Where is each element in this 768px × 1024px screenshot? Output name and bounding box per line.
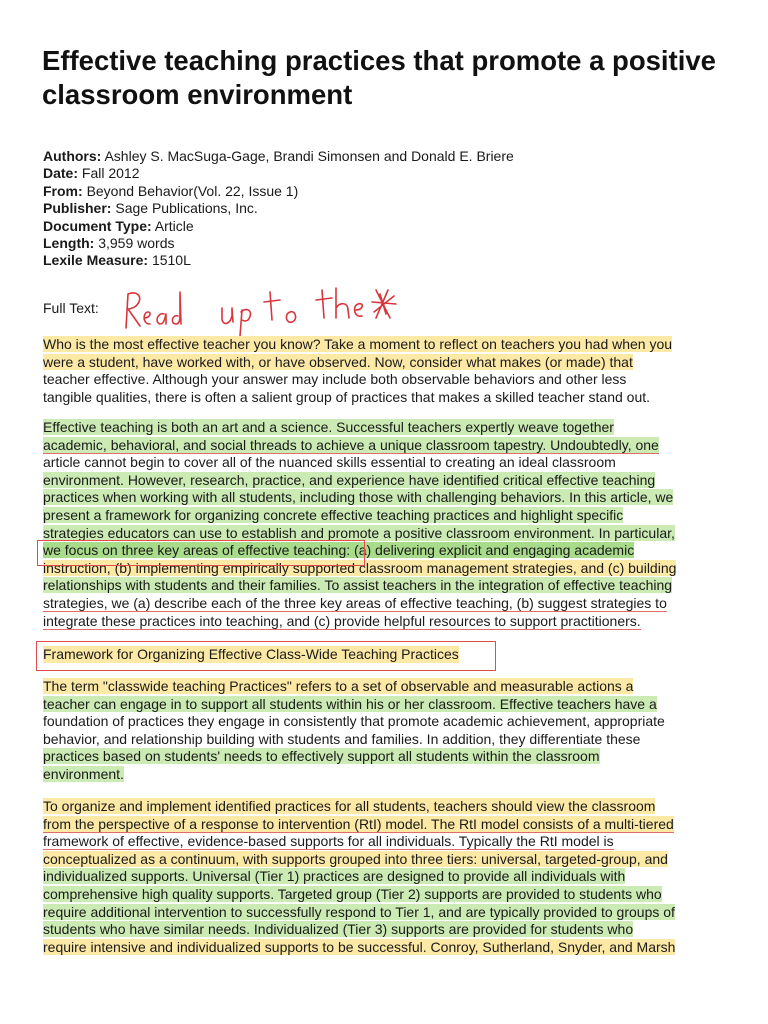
paragraph-intro bbox=[43, 336, 733, 406]
meta-length: Length: 3,959 words bbox=[43, 235, 175, 252]
handwritten-annotation bbox=[118, 284, 408, 336]
meta-lexile: Lexile Measure: 1510L bbox=[43, 252, 191, 269]
paragraph-line: framework of effective, evidence-based supports for all individuals. Typically the RtI model is bbox=[43, 833, 614, 850]
paragraph-line: instruction, (b) implementing empirically supported classroom management strategies, and (c) building bbox=[43, 559, 677, 576]
meta-authors: Authors: Ashley S. MacSuga-Gage, Brandi Simonsen and Donald E. Briere bbox=[43, 148, 514, 164]
paragraph-line: conceptualized as a continuum, with supports grouped into three tiers: universal, targeted-group, and bbox=[43, 850, 668, 867]
paragraph-line: environment. However, research, practice, and experience have identified critical effective teaching bbox=[43, 471, 656, 488]
paragraph-line: To organize and implement identified practices for all students, teachers should view the classroom bbox=[43, 798, 656, 814]
paragraph-line: strategies educators can use to establish and promote a positive classroom environment. In particular, bbox=[43, 524, 675, 541]
paragraph-line: present a framework for organizing concrete effective teaching practices and highlight specific bbox=[43, 506, 624, 523]
paragraph-line: require additional intervention to successfully respond to Tier 1, and are typically provided to groups of bbox=[43, 903, 675, 920]
paragraph-line: strategies, we (a) describe each of the three key areas of effective teaching, (b) suggest strategies to bbox=[43, 594, 667, 611]
paragraph-line: Who is the most effective teacher you know? Take a moment to reflect on teachers you had when you bbox=[43, 336, 673, 352]
meta-document-type: Document Type: Article bbox=[43, 217, 194, 234]
meta-from: From: Beyond Behavior(Vol. 22, Issue 1) bbox=[43, 182, 299, 199]
paragraph-line: practices when working with all students, including those with challenging behaviors. In this article, we bbox=[43, 489, 674, 506]
paragraph-line: practices based on students' needs to effectively support all students within the classroom bbox=[43, 748, 600, 765]
section-heading: Framework for Organizing Effective Class-Wide Teaching Practices bbox=[43, 646, 459, 662]
paragraph-line: environment. bbox=[43, 765, 124, 782]
paragraph-line: comprehensive high quality supports. Targeted group (Tier 2) supports are provided to students who bbox=[43, 885, 662, 902]
paragraph-line: we focus on three key areas of effective teaching: (a) delivering explicit and engaging academic bbox=[43, 542, 635, 559]
paragraph-line: academic, behavioral, and social threads to achieve a unique classroom tapestry. Undoubtedly, one bbox=[43, 436, 659, 453]
paragraph-line: The term "classwide teaching Practices" refers to a set of observable and measurable actions a bbox=[43, 678, 634, 694]
paragraph-rti-model bbox=[43, 798, 733, 956]
metadata-block bbox=[43, 148, 733, 270]
paragraph-line: teacher effective. Although your answer may include both observable behaviors and other less bbox=[43, 371, 627, 388]
paragraph-line: require intensive and individualized supports to be successful. Conroy, Sutherland, Snyder, and Marsh bbox=[43, 938, 676, 955]
paragraph-line: article cannot begin to cover all of the nuanced skills essential to creating an ideal classroom bbox=[43, 454, 616, 471]
document-title: Effective teaching practices that promote a positive classroom environment bbox=[42, 45, 716, 110]
paragraph-line: Effective teaching is both an art and a science. Successful teachers expertly weave together bbox=[43, 419, 614, 435]
paragraph-line: behavior, and relationship building with students and families. In addition, they differentiate these bbox=[43, 730, 641, 747]
paragraph-classwide-practices bbox=[43, 678, 733, 784]
paragraph-line: from the perspective of a response to intervention (RtI) model. The RtI model consists of a multi-tiered bbox=[43, 815, 674, 832]
red-annotation-box bbox=[37, 540, 365, 566]
paragraph-line: individualized supports. Universal (Tier 1) practices are designed to provide all individuals with bbox=[43, 868, 626, 885]
full-text-label: Full Text: bbox=[43, 300, 99, 316]
paragraph-art-and-science bbox=[43, 419, 733, 630]
paragraph-line: relationships with students and their families. To assist teachers in the integration of effective teaching bbox=[43, 577, 673, 594]
meta-date: Date: Fall 2012 bbox=[43, 165, 140, 182]
meta-publisher: Publisher: Sage Publications, Inc. bbox=[43, 200, 258, 217]
paragraph-line: foundation of practices they engage in consistently that promote academic achievement, appropriate bbox=[43, 713, 665, 730]
paragraph-line: integrate these practices into teaching, and (c) provide helpful resources to support practitioners. bbox=[43, 612, 641, 629]
paragraph-line: tangible qualities, there is often a salient group of practices that makes a skilled teacher stand out. bbox=[43, 388, 651, 405]
paragraph-line: teacher can engage in to support all students within his or her classroom. Effective teachers have a bbox=[43, 695, 657, 712]
paragraph-line: students who have similar needs. Individualized (Tier 3) supports are provided for students who bbox=[43, 921, 634, 938]
paragraph-line: were a student, have worked with, or have observed. Now, consider what makes (or made) that bbox=[43, 353, 633, 370]
